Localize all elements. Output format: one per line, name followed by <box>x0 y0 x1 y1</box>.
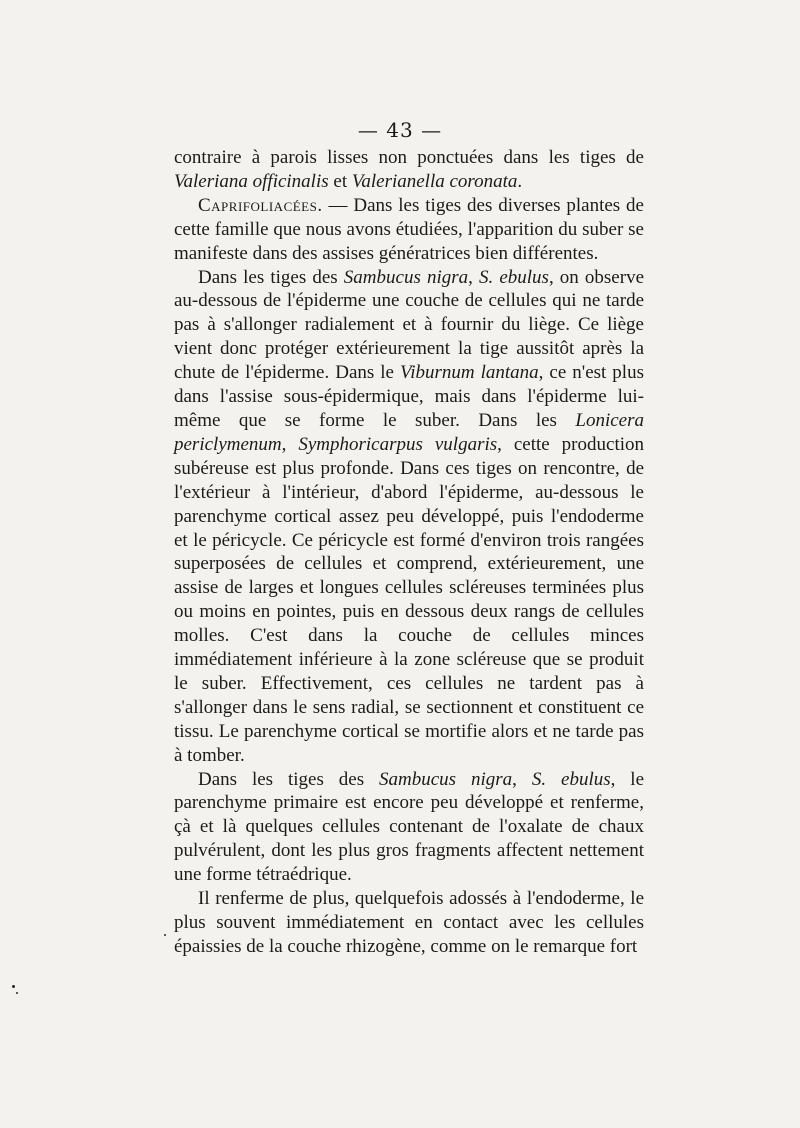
text-run: contraire à parois lisses non ponctuées dans les tiges de <box>174 147 644 168</box>
paragraph-parenchyme <box>174 768 644 888</box>
species-name: Symphoricarpus vulgaris <box>298 433 498 455</box>
text-run: , <box>512 768 532 790</box>
text-run: Dans les tiges des <box>198 266 344 288</box>
body-text <box>174 146 644 959</box>
species-name: Valerianella coronata <box>351 170 518 192</box>
paragraph-caprifoliacees <box>174 194 644 266</box>
print-speck <box>164 934 166 936</box>
page-number: — 43 — <box>357 118 443 142</box>
species-name: Valeriana officinalis <box>174 170 329 192</box>
species-name: Lonicera periclymenum <box>174 409 644 455</box>
print-speck <box>12 985 15 988</box>
text-run: , ce n'est plus dans l'assise sous-épidermique, mais dans l'épiderme lui-même que se forme le suber. Dans les <box>174 362 644 431</box>
text-run: , cette production subéreuse est plus profonde. Dans ces tiges on rencontre, de l'extérieur à l'intérieur, d'abord l'épiderme, au-dessous le parenchyme cortical assez peu développé, puis l'endoderme et le péricycle. Ce péricycle est formé d'environ trois rangées superposées de cellules et comprend, extérieurement, une assise de larges et longues cellules scléreuses terminées plus ou moins en pointes, puis en dessous deux rangs de cellules molles. C'est dans la couche de cellules minces immédiatement inférieure à la zone scléreuse que se produit le suber. Effectivement, ces cellules ne tardent pas à s'allonger dans le sens radial, se sectionnent et constituent ce tissu. Le parenchyme cortical se mortifie alors et ne tarde pas à tomber. <box>174 433 645 766</box>
species-name: Sambucus nigra <box>343 266 469 288</box>
text-run: , le parenchyme primaire est encore peu développé et renferme, çà et là quelques cellules contenant de l'oxalate de chaux pulvérulent, dont les plus gros fragments affectent nettement une forme tétraédrique. <box>174 768 645 886</box>
text-run: . <box>517 170 523 192</box>
print-speck <box>16 992 18 994</box>
species-name: Sambucus nigra <box>379 768 513 790</box>
text-run: Il renferme de plus, quelquefois adossés à l'endoderme, le plus souvent immédiatement en contact avec les cellules épaissies de la couche rhizogène, comme on le remarque fort <box>174 888 644 957</box>
section-heading: Caprifoliacées. <box>198 194 323 216</box>
species-name: S. ebulus <box>478 266 549 288</box>
text-run: , on observe au-dessous de l'épiderme une couche de cellules qui ne tarde pas à s'allonger radialement et à fournir du liège. Ce liège vient donc protéger extérieurement la tige aussitôt après la chute de l'épiderme. Dans le <box>174 266 644 384</box>
text-run: , <box>281 433 299 455</box>
species-name: Viburnum lantana <box>400 362 539 384</box>
text-run: , <box>468 266 479 288</box>
text-run: — Dans les tiges des diverses plantes de cette famille que nous avons étudiées, l'apparition du suber se manifeste dans des assises génératrices bien différentes. <box>174 194 644 264</box>
species-name: S. ebulus <box>531 768 611 790</box>
paragraph-valeriana <box>174 146 644 194</box>
text-run: et <box>328 170 352 192</box>
paragraph-continuation <box>174 887 644 959</box>
text-run: Dans les tiges des <box>198 768 380 790</box>
paragraph-suber-formation <box>174 266 644 768</box>
